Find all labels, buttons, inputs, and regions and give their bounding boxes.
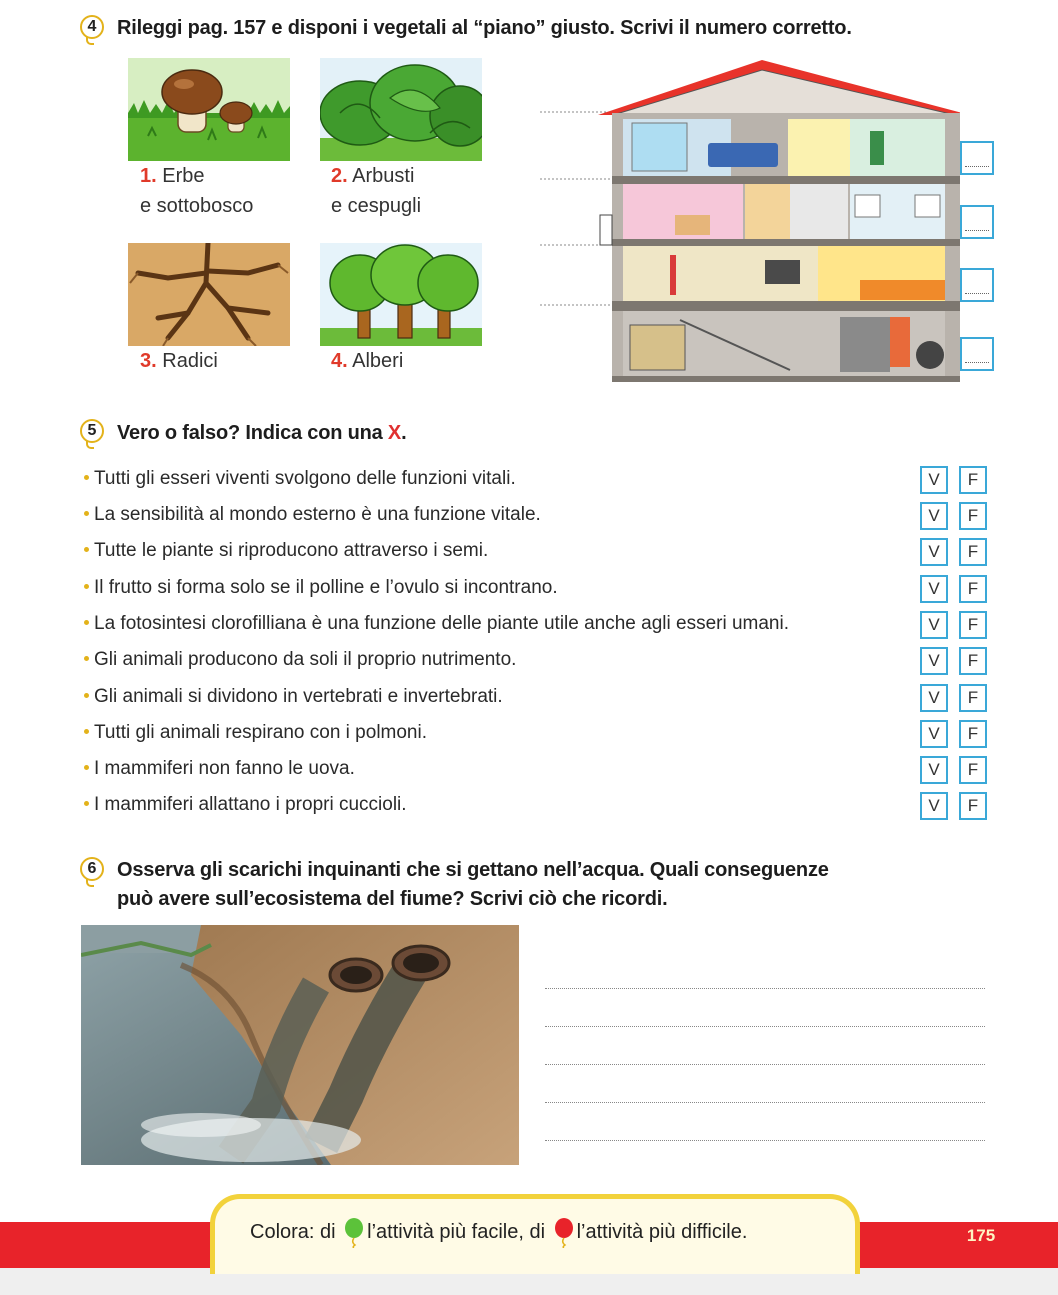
- mushrooms-image: [128, 58, 290, 161]
- true-checkbox[interactable]: V: [920, 792, 948, 820]
- false-checkbox[interactable]: F: [959, 466, 987, 494]
- true-checkbox[interactable]: V: [920, 466, 948, 494]
- false-checkbox[interactable]: F: [959, 792, 987, 820]
- roots-image: [128, 243, 290, 346]
- true-checkbox[interactable]: V: [920, 575, 948, 603]
- true-checkbox[interactable]: V: [920, 611, 948, 639]
- floor-answer-placeholder-second: [965, 230, 989, 231]
- bullet-icon: [84, 693, 89, 698]
- tf-statement: Tutti gli animali respirano con i polmoni.: [94, 722, 428, 743]
- caption-shrubs: 2. Arbusti e cespugli: [331, 165, 422, 217]
- tf-row: [80, 718, 990, 750]
- exercise-6-number-badge: [80, 857, 104, 881]
- tf-row: [80, 682, 990, 714]
- exercise-4-number: 4: [87, 18, 97, 35]
- floor-answer-placeholder-top: [965, 166, 989, 167]
- exercise-4-title: Rileggi pag. 157 e disponi i vegetali al “piano” giusto. Scrivi il numero corretto.: [117, 17, 852, 39]
- false-checkbox[interactable]: F: [959, 611, 987, 639]
- page-number: 175: [966, 1226, 996, 1245]
- tf-statement: Tutte le piante si riproducono attraverso i semi.: [94, 540, 489, 561]
- true-checkbox[interactable]: V: [920, 720, 948, 748]
- tf-row: [80, 754, 990, 786]
- tf-row: [80, 609, 990, 641]
- answer-line[interactable]: [545, 1064, 985, 1065]
- exercise-5-title: Vero o falso? Indica con una X.: [117, 422, 407, 444]
- false-checkbox[interactable]: F: [959, 756, 987, 784]
- true-checkbox[interactable]: V: [920, 647, 948, 675]
- tf-row: [80, 790, 990, 822]
- tf-statement: I mammiferi allattano i propri cuccioli.: [94, 794, 407, 815]
- tf-statement: Il frutto si forma solo se il polline e l’ovulo si incontrano.: [94, 577, 558, 598]
- true-checkbox[interactable]: V: [920, 684, 948, 712]
- bullet-icon: [84, 656, 89, 661]
- floor-answer-box-ground[interactable]: [960, 268, 994, 302]
- tf-statement: Tutti gli esseri viventi svolgono delle funzioni vitali.: [94, 468, 516, 489]
- tf-statement: I mammiferi non fanno le uova.: [94, 758, 355, 779]
- house-cross-section-image: [540, 55, 960, 385]
- caption-herbs: 1. Erbe e sottobosco: [140, 165, 254, 217]
- shrubs-image: [320, 58, 482, 161]
- caption-roots: 3. Radici: [140, 350, 218, 372]
- bullet-icon: [84, 765, 89, 770]
- tf-row: [80, 536, 990, 568]
- tf-row: [80, 464, 990, 496]
- pollution-pipes-photo: [81, 925, 519, 1165]
- red-x-mark: X: [387, 422, 402, 444]
- green-balloon-icon: [344, 1218, 364, 1248]
- caption-trees: 4. Alberi: [331, 350, 404, 372]
- red-balloon-icon: [554, 1218, 574, 1248]
- true-checkbox[interactable]: V: [920, 502, 948, 530]
- answer-line[interactable]: [545, 1140, 985, 1141]
- exercise-6-title: Osserva gli scarichi inquinanti che si gettano nell’acqua. Quali conseguenze può avere sull’ecosistema del fiume? Scrivi ciò che ricordi.: [117, 859, 829, 910]
- tf-row: [80, 573, 990, 605]
- false-checkbox[interactable]: F: [959, 720, 987, 748]
- exercise-5-number: 5: [87, 422, 97, 439]
- answer-line[interactable]: [545, 1102, 985, 1103]
- floor-answer-box-top[interactable]: [960, 141, 994, 175]
- exercise-4-number-badge: [80, 15, 104, 39]
- bullet-icon: [84, 547, 89, 552]
- bullet-icon: [84, 584, 89, 589]
- true-checkbox[interactable]: V: [920, 538, 948, 566]
- false-checkbox[interactable]: F: [959, 684, 987, 712]
- answer-line[interactable]: [545, 1026, 985, 1027]
- tf-statement: La fotosintesi clorofilliana è una funzione delle piante utile anche agli esseri umani.: [94, 613, 789, 634]
- exercise-5-number-badge: [80, 419, 104, 443]
- tf-statement: Gli animali si dividono in vertebrati e invertebrati.: [94, 686, 503, 707]
- false-checkbox[interactable]: F: [959, 502, 987, 530]
- tf-row: [80, 645, 990, 677]
- floor-answer-placeholder-cellar: [965, 362, 989, 363]
- bullet-icon: [84, 801, 89, 806]
- tf-row: [80, 500, 990, 532]
- false-checkbox[interactable]: F: [959, 575, 987, 603]
- false-checkbox[interactable]: F: [959, 647, 987, 675]
- floor-answer-box-second[interactable]: [960, 205, 994, 239]
- bullet-icon: [84, 620, 89, 625]
- false-checkbox[interactable]: F: [959, 538, 987, 566]
- answer-line[interactable]: [545, 988, 985, 989]
- floor-answer-box-cellar[interactable]: [960, 337, 994, 371]
- footer-instruction: Colora: di l’attività più facile, di l’attività più difficile.: [250, 1217, 747, 1248]
- bullet-icon: [84, 511, 89, 516]
- trees-image: [320, 243, 482, 346]
- tf-statement: Gli animali producono da soli il proprio nutrimento.: [94, 649, 517, 670]
- floor-answer-placeholder-ground: [965, 293, 989, 294]
- exercise-6-number: 6: [87, 860, 97, 877]
- bullet-icon: [84, 729, 89, 734]
- true-checkbox[interactable]: V: [920, 756, 948, 784]
- bullet-icon: [84, 475, 89, 480]
- tf-statement: La sensibilità al mondo esterno è una funzione vitale.: [94, 504, 541, 525]
